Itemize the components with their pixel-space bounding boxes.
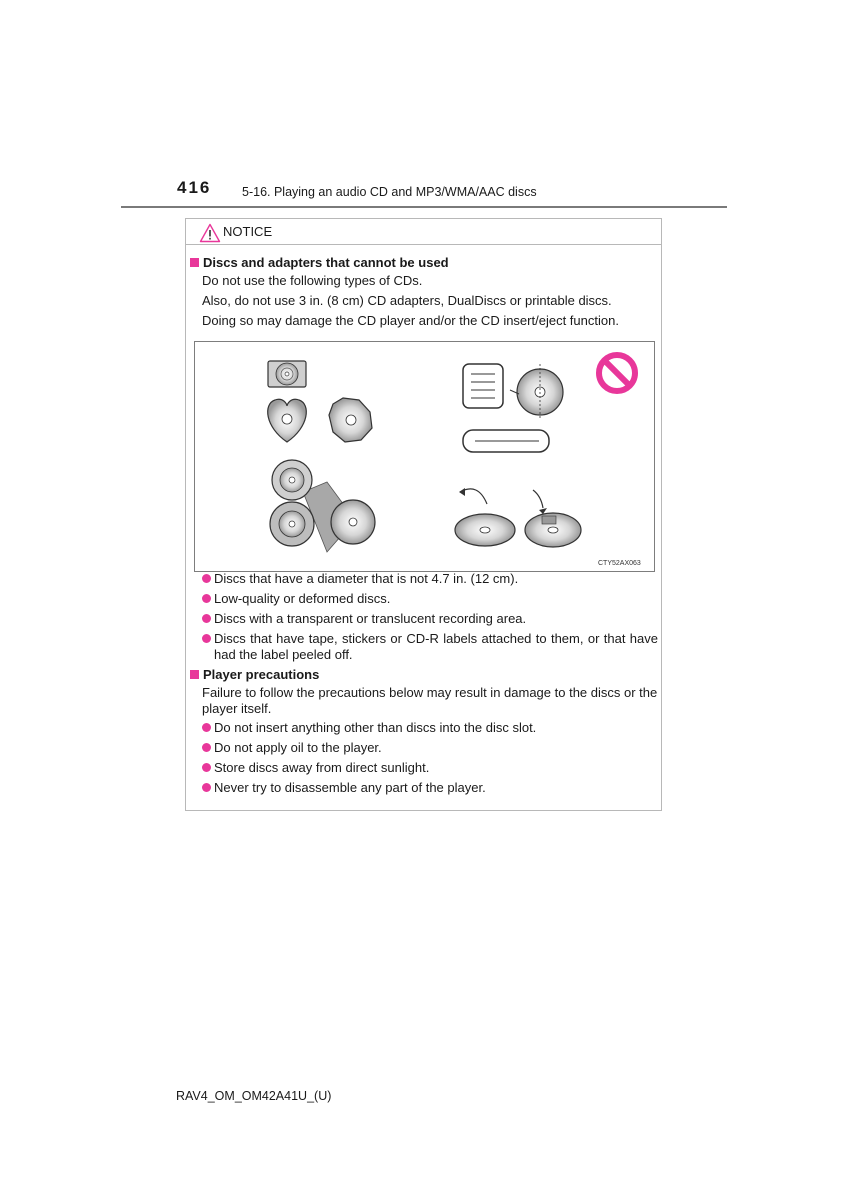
- player-bullet-text: Do not apply oil to the player.: [214, 740, 382, 755]
- player-intro: Failure to follow the precautions below may result in damage to the discs or the player itself.: [202, 685, 658, 716]
- round-bullet-icon: [202, 723, 211, 732]
- discs-section-heading: [190, 255, 449, 270]
- round-bullet-icon: [202, 614, 211, 623]
- discs-line-3: Doing so may damage the CD player and/or the CD insert/eject function.: [202, 313, 619, 328]
- discs-section-heading-text: Discs and adapters that cannot be used: [203, 255, 449, 270]
- discs-bullet-text: Low-quality or deformed discs.: [214, 591, 391, 606]
- round-bullet-icon: [202, 783, 211, 792]
- round-bullet-icon: [202, 574, 211, 583]
- discs-bullet-text: Discs with a transparent or translucent recording area.: [214, 611, 527, 626]
- prohibition-sign-icon: [599, 355, 635, 391]
- player-bullet-text: Never try to disassemble any part of the player.: [214, 780, 486, 795]
- discs-line-2: Also, do not use 3 in. (8 cm) CD adapters, DualDiscs or printable discs.: [202, 293, 612, 308]
- discs-bullet-text: Discs that have tape, stickers or CD-R labels attached to them, or that have had the label peeled off.: [214, 631, 658, 662]
- square-disc-icon: [268, 361, 306, 387]
- prohibited-discs-illustration: [194, 341, 655, 572]
- footer-model-code: RAV4_OM_OM42A41U_(U): [176, 1089, 332, 1103]
- square-bullet-icon: [190, 670, 199, 679]
- octagon-disc-icon: [329, 398, 372, 442]
- discs-bullet-4: [202, 631, 658, 663]
- square-bullet-icon: [190, 258, 199, 267]
- player-section-heading: [190, 667, 319, 682]
- page-header: [0, 0, 848, 212]
- notice-label: NOTICE: [223, 224, 273, 239]
- deformed-disc-icon: [455, 488, 581, 547]
- page-number: 416: [177, 178, 212, 197]
- player-bullet-text: Do not insert anything other than discs into the disc slot.: [214, 720, 537, 735]
- heart-disc-icon: [268, 399, 307, 442]
- round-bullet-icon: [202, 743, 211, 752]
- notice-header: [186, 219, 661, 245]
- illustration-code: CTY52AX063: [598, 560, 641, 567]
- player-section-heading-text: Player precautions: [203, 667, 320, 682]
- discs-line-1: Do not use the following types of CDs.: [202, 273, 423, 288]
- header-rule: [121, 206, 727, 208]
- player-bullet-text: Store discs away from direct sunlight.: [214, 760, 430, 775]
- round-bullet-icon: [202, 594, 211, 603]
- round-bullet-icon: [202, 634, 211, 643]
- discs-bullet-text: Discs that have a diameter that is not 4.7 in. (12 cm).: [214, 571, 519, 586]
- discs-illustration-svg: [195, 342, 654, 571]
- labeled-disc-icon: [463, 364, 563, 452]
- cd-adapter-icon: [270, 460, 375, 552]
- section-title: 5-16. Playing an audio CD and MP3/WMA/AAC discs: [242, 185, 537, 199]
- warning-triangle-icon: [199, 223, 221, 243]
- round-bullet-icon: [202, 763, 211, 772]
